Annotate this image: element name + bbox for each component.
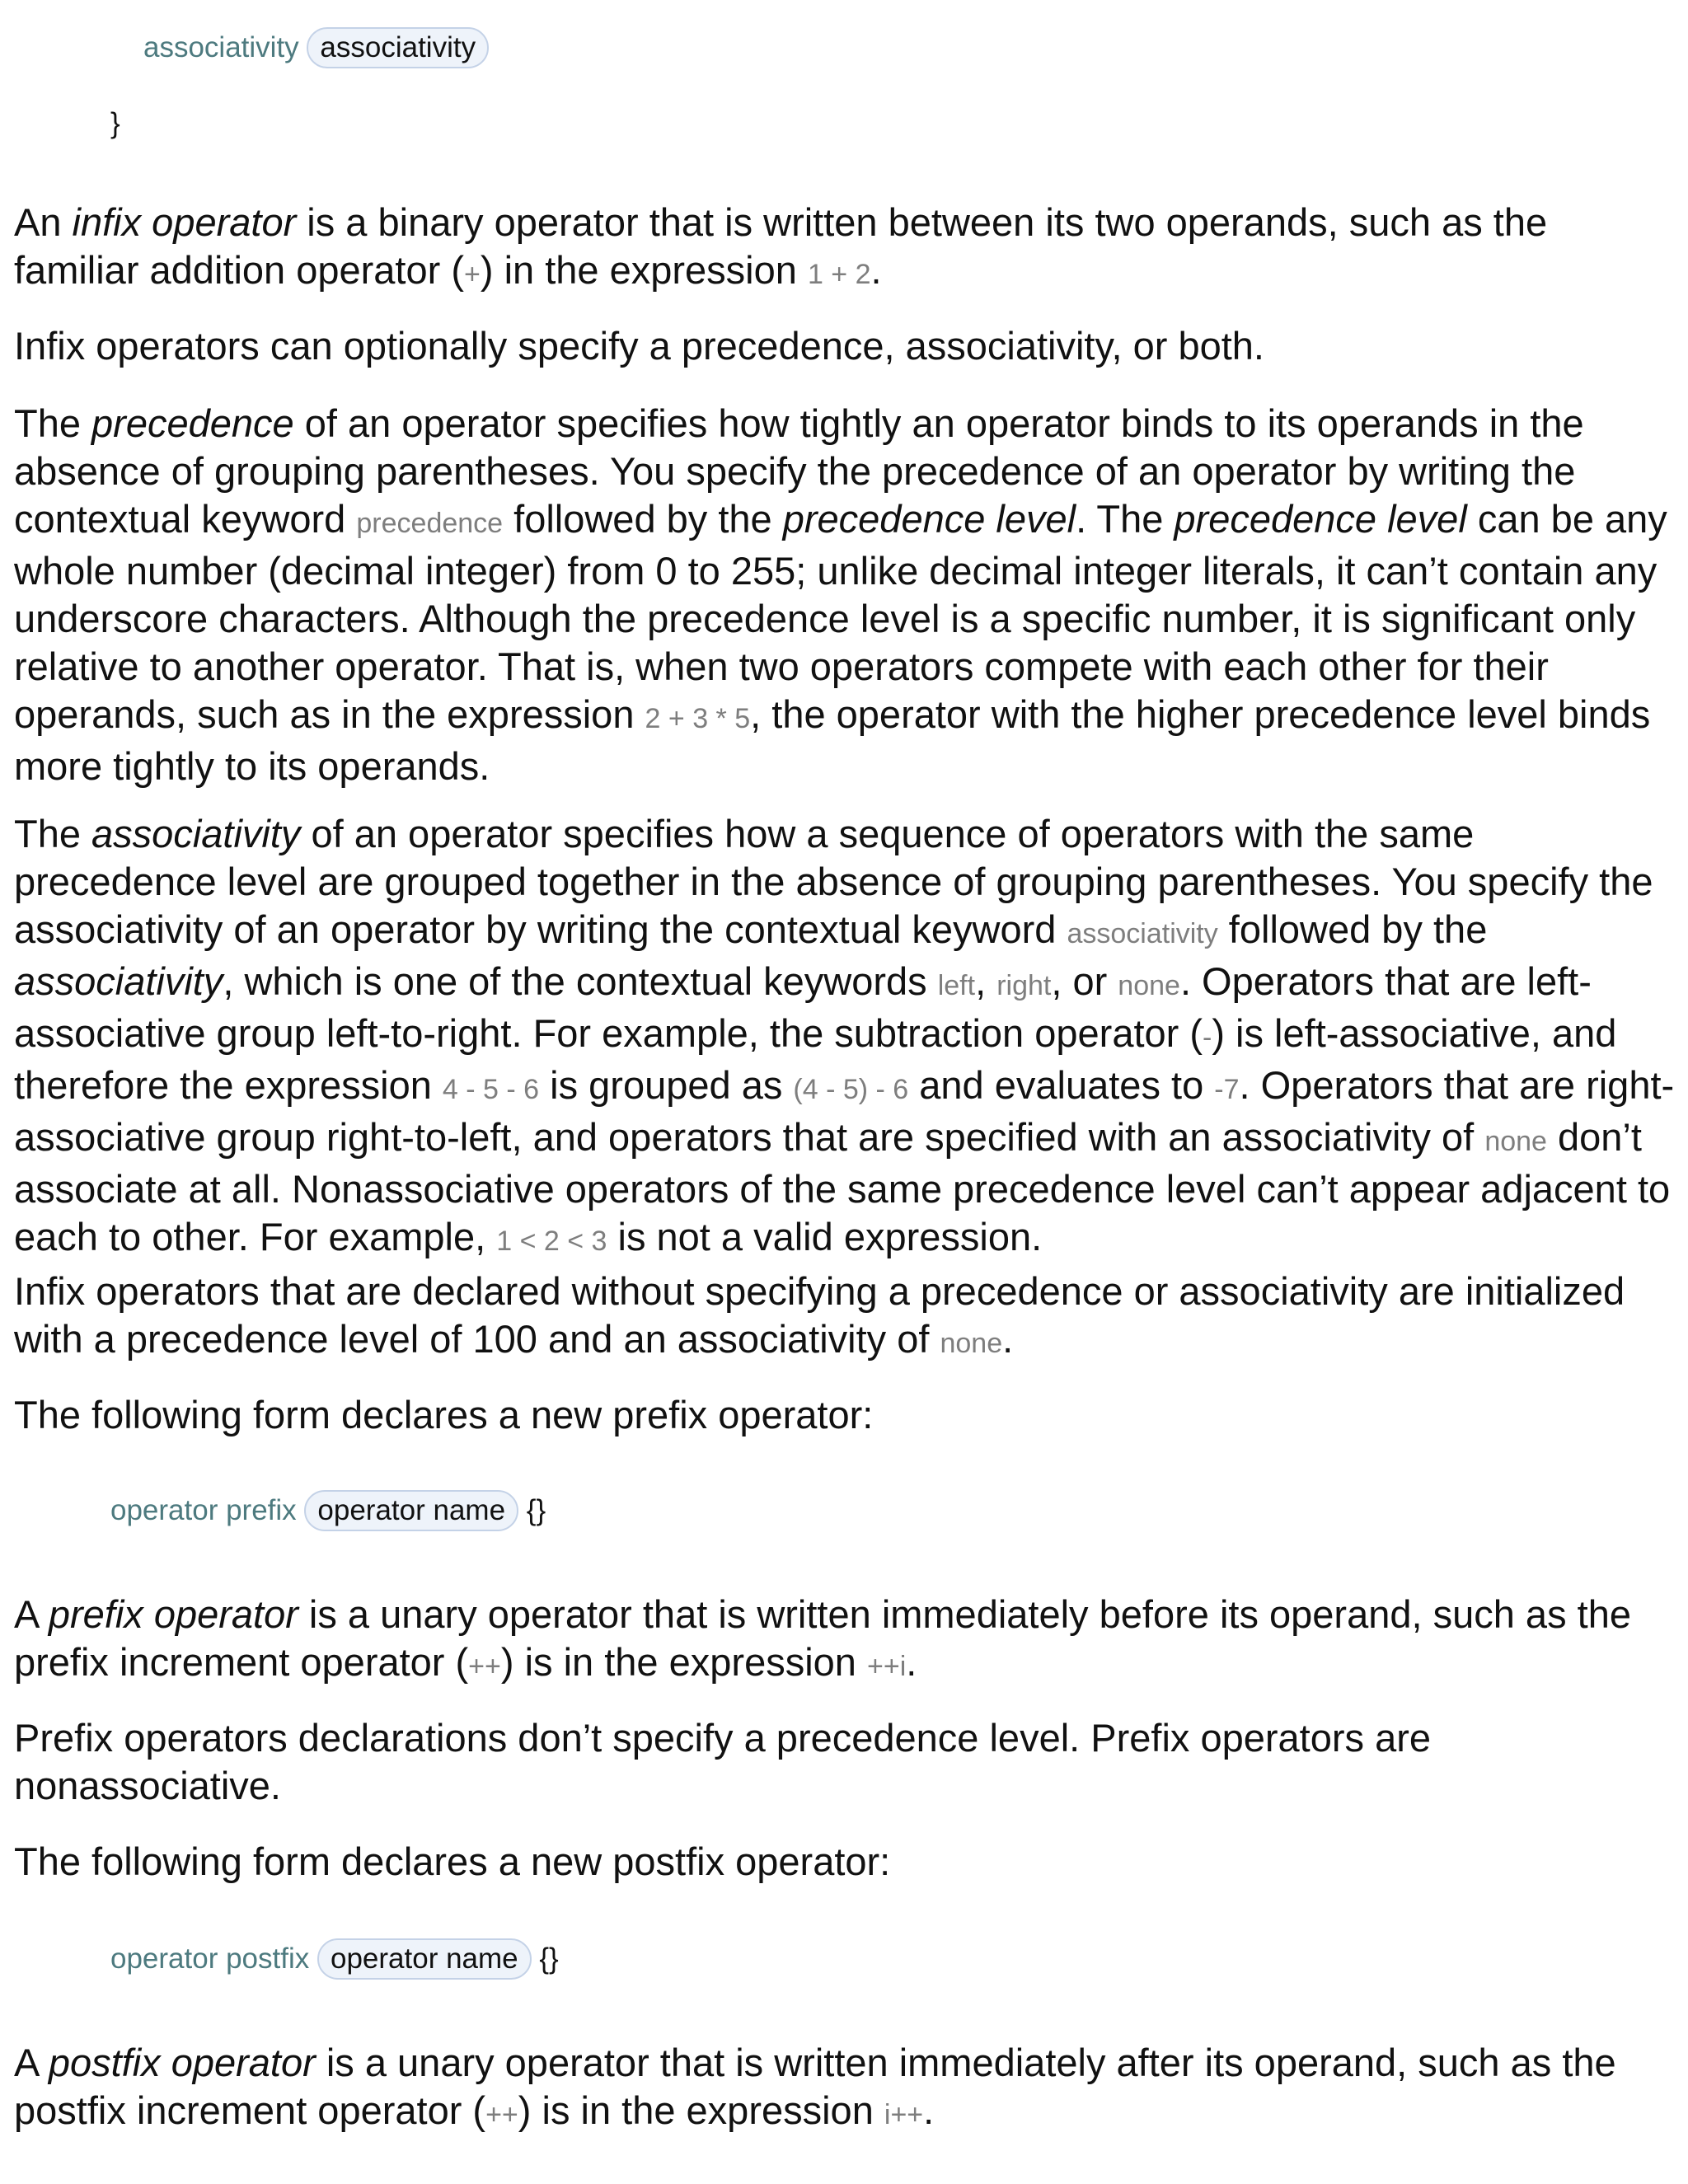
text-run: . <box>923 2088 935 2132</box>
postfix-definition-paragraph <box>14 2039 1675 2139</box>
text-run: . <box>870 248 882 292</box>
inline-code: 1 + 2 <box>807 259 871 290</box>
precedence-paragraph <box>14 400 1675 790</box>
term-precedence-level: precedence level <box>782 497 1076 541</box>
text-run: ) is in the expression <box>500 1640 867 1684</box>
code-keyword: operator postfix <box>110 1943 310 1975</box>
text-run: , the operator with the higher precedence level binds more tightly to its operands. <box>14 692 1651 788</box>
text-run: is a unary operator that is written immediately before its operand, such as the prefix increment operator ( <box>14 1592 1631 1684</box>
term-postfix-operator: postfix operator <box>48 2041 316 2084</box>
prefix-note-paragraph: Prefix operators declarations don’t specify a precedence level. Prefix operators are nonassociative. <box>14 1716 1432 1807</box>
text-run: . <box>1002 1317 1014 1361</box>
prefix-form-intro: The following form declares a new prefix operator: <box>14 1393 874 1436</box>
inline-code: - <box>1203 1022 1212 1053</box>
text-run: , which is one of the contextual keywords <box>223 959 938 1003</box>
code-placeholder: operator name <box>304 1490 518 1531</box>
term-precedence-level: precedence level <box>1174 497 1467 541</box>
associativity-paragraph <box>14 810 1675 1265</box>
inline-code: precedence <box>356 508 504 539</box>
text-run: ) in the expression <box>480 248 808 292</box>
term-associativity: associativity <box>14 959 223 1003</box>
text-run: is grouped as <box>539 1063 794 1107</box>
inline-code: i++ <box>884 2099 924 2130</box>
text-run: is a binary operator that is written between its two operands, such as the familiar addition operator ( <box>14 200 1548 292</box>
inline-code: 2 + 3 * 5 <box>645 703 751 734</box>
term-prefix-operator: prefix operator <box>48 1592 298 1636</box>
code-braces: {} <box>526 1494 546 1526</box>
text-run: don’t associate at all. Nonassociative operators of the same precedence level can’t appear adjacent to each to other. For example, <box>14 1115 1671 1258</box>
text-run: A <box>14 2041 49 2084</box>
text-run: is a unary operator that is written immediately after its operand, such as the postfix increment operator ( <box>14 2041 1616 2132</box>
text-run: followed by the <box>1217 907 1488 951</box>
text-run: . <box>906 1640 917 1684</box>
term-infix-operator: infix operator <box>72 200 297 244</box>
code-placeholder: associativity <box>307 27 489 68</box>
text-run: A <box>14 1592 49 1636</box>
text-run: of an operator specifies how tightly an operator binds to its operands in the absence of grouping parentheses. You specify the precedence of an operator by writing the contextual keyword <box>14 401 1584 541</box>
inline-code: none <box>1118 970 1180 1001</box>
inline-code: left <box>937 970 976 1001</box>
code-braces: {} <box>539 1943 559 1975</box>
infix-optional-paragraph: Infix operators can optionally specify a precedence, associativity, or both. <box>14 324 1264 368</box>
code-postfix-declaration <box>110 1938 559 1980</box>
text-run: The <box>14 401 92 445</box>
code-prefix-declaration <box>110 1490 546 1531</box>
code-keyword: associativity <box>143 31 299 63</box>
text-run: , <box>975 959 997 1003</box>
inline-code: 1 < 2 < 3 <box>496 1226 607 1257</box>
inline-code: + <box>464 259 481 290</box>
inline-code: ++ <box>485 2099 518 2130</box>
closing-brace: } <box>110 107 120 139</box>
prefix-definition-paragraph <box>14 1591 1675 1690</box>
inline-code: associativity <box>1067 918 1218 949</box>
inline-code: 4 - 5 - 6 <box>442 1074 540 1105</box>
code-placeholder: operator name <box>317 1938 532 1980</box>
text-run: . Operators that are left-associative group left-to-right. For example, the subtraction operator ( <box>14 959 1592 1055</box>
code-keyword: operator prefix <box>110 1494 297 1526</box>
code-closing-brace <box>110 103 120 144</box>
inline-code: (4 - 5) - 6 <box>793 1074 909 1105</box>
text-run: can be any whole number (decimal integer) from 0 to 255; unlike decimal integer literals, it can’t contain any underscore characters. Although the precedence level is a specific number, it is significant only relative to another operator. That is, when two operators compete with each other for their operands, such as in the expression <box>14 497 1667 736</box>
text-run: . Operators that are right-associative group right-to-left, and operators that are specified with an associativity of <box>14 1063 1675 1159</box>
inline-code: ++ <box>468 1651 501 1682</box>
text-run: Infix operators that are declared without specifying a precedence or associativity are initialized with a precedence level of 100 and an associativity of <box>14 1269 1625 1361</box>
text-run: , or <box>1051 959 1118 1003</box>
text-run: is not a valid expression. <box>607 1215 1043 1258</box>
text-run: ) is in the expression <box>518 2088 884 2132</box>
inline-code: none <box>1484 1126 1547 1157</box>
text-run: . The <box>1076 497 1175 541</box>
default-values-paragraph <box>14 1268 1675 1367</box>
text-run: ) is left-associative, and therefore the expression <box>14 1011 1617 1107</box>
text-run: followed by the <box>503 497 783 541</box>
inline-code: ++i <box>866 1651 907 1682</box>
postfix-form-intro: The following form declares a new postfix operator: <box>14 1840 891 1883</box>
inline-code: -7 <box>1214 1074 1240 1105</box>
text-run: of an operator specifies how a sequence of operators with the same precedence level are grouped together in the absence of grouping parentheses. You specify the associativity of an operator by writing the contextual keyword <box>14 812 1653 951</box>
term-precedence: precedence <box>91 401 294 445</box>
inline-code: none <box>940 1328 1003 1359</box>
inline-code: right <box>996 970 1052 1001</box>
text-run: An <box>14 200 73 244</box>
text-run: and evaluates to <box>908 1063 1215 1107</box>
text-run: The <box>14 812 92 855</box>
code-associativity-line <box>143 27 489 68</box>
term-associativity: associativity <box>91 812 301 855</box>
infix-definition-paragraph <box>14 199 1675 298</box>
